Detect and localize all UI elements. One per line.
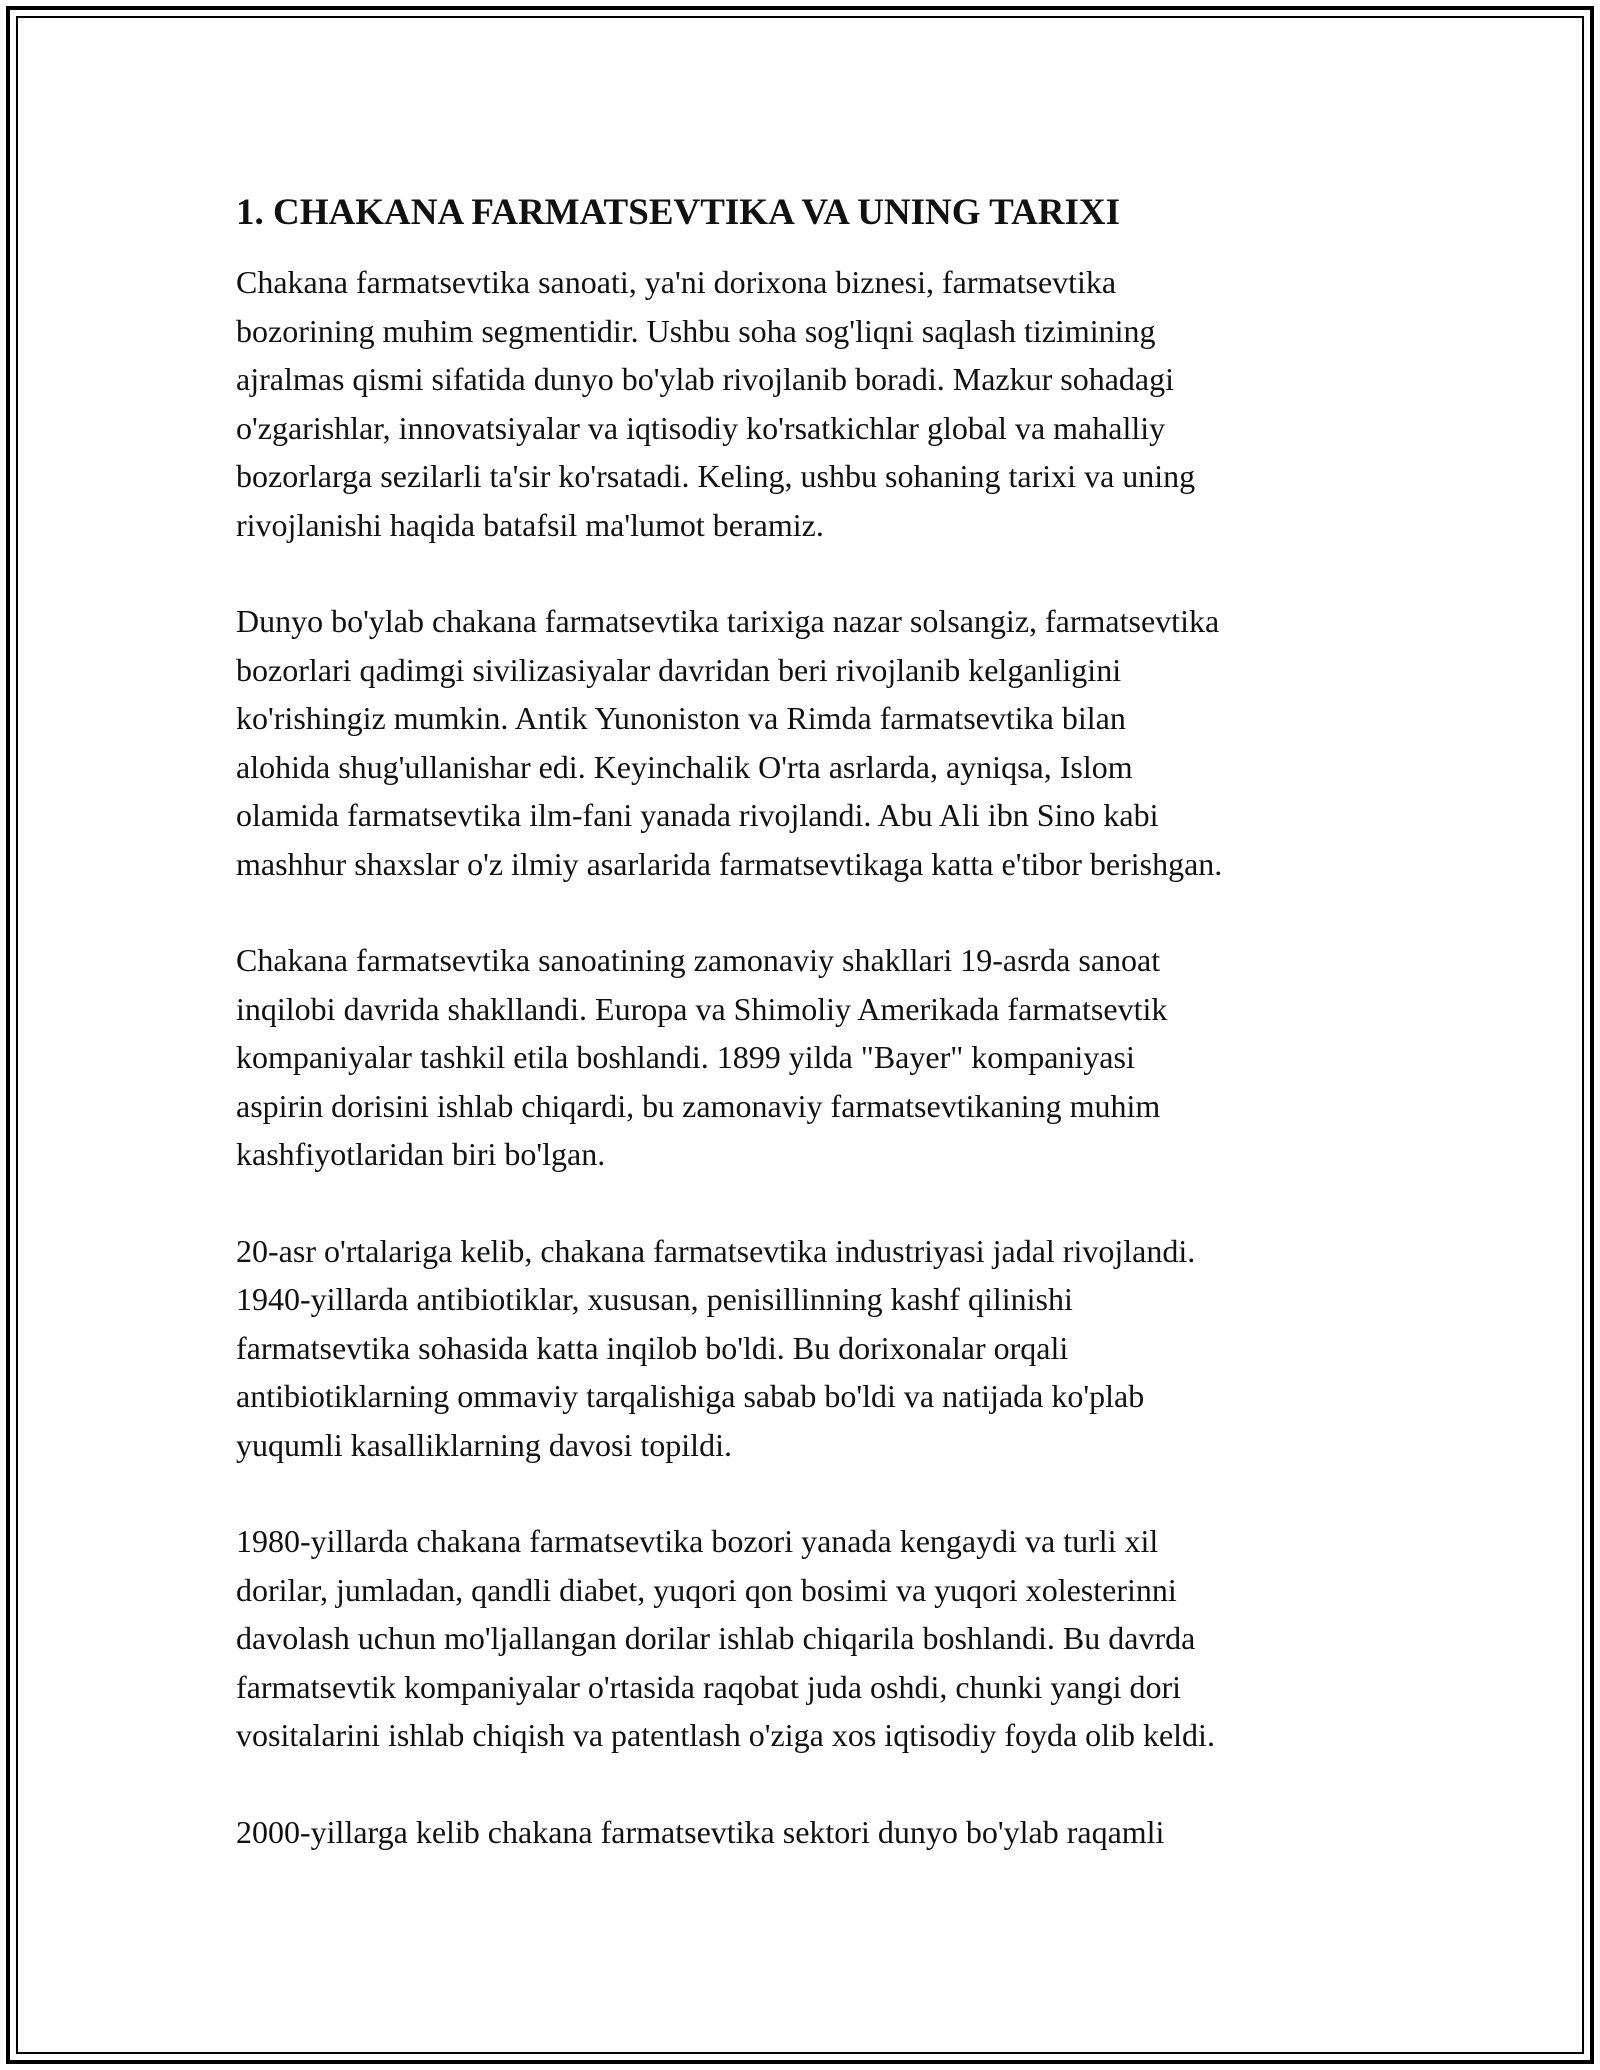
- paragraph-line: 1940-yillarda antibiotiklar, xususan, penisillinning kashf qilinishi: [236, 1281, 1073, 1317]
- paragraph-line: farmatsevtika sohasida katta inqilob bo'ldi. Bu dorixonalar orqali: [236, 1329, 1069, 1366]
- paragraph-line: bozorlarga sezilarli ta'sir ko'rsatadi. Keling, ushbu sohaning tarixi va uning: [236, 458, 1196, 494]
- paragraph-6: [236, 1808, 1396, 1857]
- paragraph-line: kashfiyotlaridan biri bo'lgan.: [236, 1136, 606, 1172]
- paragraph-line: dorilar, jumladan, qandli diabet, yuqori qon bosimi va yuqori xolesterinni: [236, 1571, 1177, 1608]
- paragraph-3: [236, 936, 1396, 1179]
- paragraph-line: 20-asr o'rtalariga kelib, chakana farmatsevtika industriyasi jadal rivojlandi.: [236, 1232, 1196, 1269]
- paragraph-line: bozorining muhim segmentidir. Ushbu soha sog'liqni saqlash tizimining: [236, 312, 1156, 349]
- paragraph-line: alohida shug'ullanishar edi. Keyinchalik O'rta asrlarda, ayniqsa, Islom: [236, 748, 1133, 785]
- paragraph-2: [236, 597, 1396, 888]
- paragraph-line: ajralmas qismi sifatida dunyo bo'ylab rivojlanib boradi. Mazkur sohadagi: [236, 361, 1174, 397]
- paragraph-line: davolash uchun mo'ljallangan dorilar ishlab chiqarila boshlandi. Bu davrda: [236, 1620, 1196, 1656]
- paragraph-1: [236, 258, 1396, 549]
- paragraph-line: farmatsevtik kompaniyalar o'rtasida raqobat juda oshdi, chunki yangi dori: [236, 1668, 1182, 1705]
- paragraph-line: yuqumli kasalliklarning davosi topildi.: [236, 1426, 732, 1463]
- paragraph-line: bozorlari qadimgi sivilizasiyalar davridan beri rivojlanib kelganligini: [236, 651, 1122, 688]
- paragraph-line: 2000-yillarga kelib chakana farmatsevtika sektori dunyo bo'ylab raqamli: [236, 1813, 1165, 1850]
- paragraph-line: 1980-yillarda chakana farmatsevtika bozori yanada kengaydi va turli xil: [236, 1523, 1159, 1559]
- paragraph-line: Dunyo bo'ylab chakana farmatsevtika tarixiga nazar solsangiz, farmatsevtika: [236, 603, 1220, 639]
- document-body: [236, 190, 1396, 1904]
- paragraph-line: o'zgarishlar, innovatsiyalar va iqtisodiy ko'rsatkichlar global va mahalliy: [236, 409, 1166, 446]
- paragraph-line: Chakana farmatsevtika sanoatining zamonaviy shakllari 19-asrda sanoat: [236, 942, 1161, 978]
- paragraph-5: [236, 1517, 1396, 1760]
- paragraph-line: Chakana farmatsevtika sanoati, ya'ni dorixona biznesi, farmatsevtika: [236, 264, 1117, 300]
- paragraph-line: antibiotiklarning ommaviy tarqalishiga sabab bo'ldi va natijada ko'plab: [236, 1378, 1145, 1414]
- paragraph-line: olamida farmatsevtika ilm-fani yanada rivojlandi. Abu Ali ibn Sino kabi: [236, 797, 1159, 833]
- paragraph-line: vositalarini ishlab chiqish va patentlash o'ziga xos iqtisodiy foyda olib keldi.: [236, 1717, 1215, 1753]
- paragraph-line: aspirin dorisini ishlab chiqardi, bu zamonaviy farmatsevtikaning muhim: [236, 1087, 1161, 1124]
- paragraph-line: rivojlanishi haqida batafsil ma'lumot beramiz.: [236, 506, 824, 543]
- paragraph-line: inqilobi davrida shakllandi. Europa va Shimoliy Amerikada farmatsevtik: [236, 990, 1168, 1027]
- document-heading: 1. CHAKANA FARMATSEVTIKA VA UNING TARIXI: [236, 192, 1121, 233]
- paragraph-line: mashhur shaxslar o'z ilmiy asarlarida farmatsevtikaga katta e'tibor berishgan.: [236, 845, 1223, 882]
- paragraph-line: kompaniyalar tashkil etila boshlandi. 1899 yilda "Bayer" kompaniyasi: [236, 1039, 1135, 1075]
- paragraph-4: [236, 1227, 1396, 1470]
- paragraph-line: ko'rishingiz mumkin. Antik Yunoniston va Rimda farmatsevtika bilan: [236, 700, 1126, 736]
